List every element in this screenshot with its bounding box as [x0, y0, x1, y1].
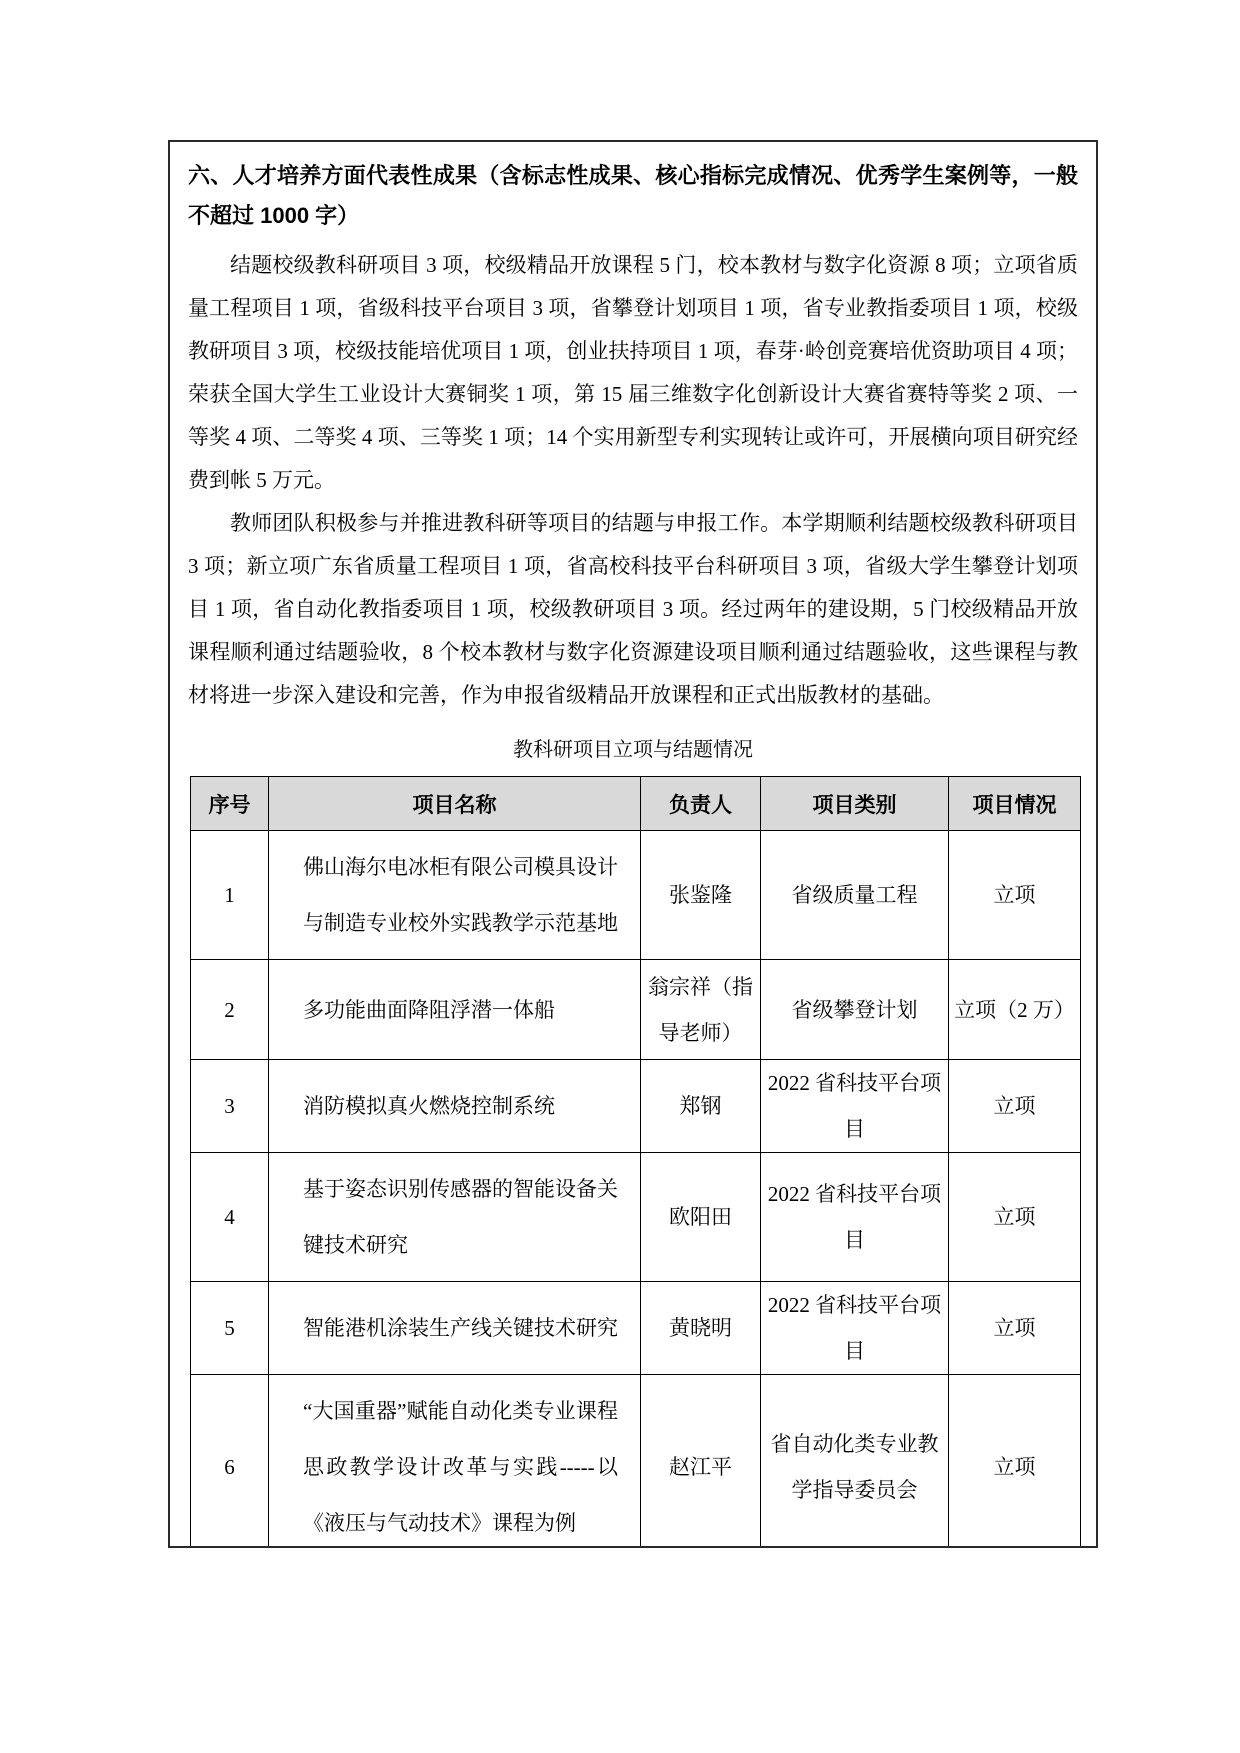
section-title: 六、人才培养方面代表性成果（含标志性成果、核心指标完成情况、优秀学生案例等，一般不超过 1000 字）	[188, 163, 1078, 228]
header-cell-leader: 负责人	[641, 777, 761, 831]
cell-name: 智能港机涂装生产线关键技术研究	[269, 1282, 641, 1375]
cell-no: 1	[191, 831, 269, 960]
table-caption: 教科研项目立项与结题情况	[513, 739, 753, 761]
cell-name: “大国重器”赋能自动化类专业课程思政教学设计改革与实践-----以《液压与气动技术》课程为例	[269, 1375, 641, 1549]
projects-table	[190, 776, 1081, 1548]
cell-name: 多功能曲面降阻浮潜一体船	[269, 960, 641, 1060]
table-row	[191, 1282, 1081, 1375]
cell-leader: 黄晓明	[641, 1282, 761, 1375]
header-cell-status: 项目情况	[949, 777, 1081, 831]
cell-status: 立项	[949, 1153, 1081, 1282]
cell-leader: 欧阳田	[641, 1153, 761, 1282]
cell-no: 5	[191, 1282, 269, 1375]
cell-status: 立项	[949, 1282, 1081, 1375]
table-header-row	[191, 777, 1081, 831]
cell-no: 4	[191, 1153, 269, 1282]
cell-leader: 赵江平	[641, 1375, 761, 1549]
cell-category: 省自动化类专业教学指导委员会	[761, 1375, 949, 1549]
table-row	[191, 1060, 1081, 1153]
cell-category: 省级攀登计划	[761, 960, 949, 1060]
table-row	[191, 1153, 1081, 1282]
cell-category: 2022 省科技平台项目	[761, 1060, 949, 1153]
table-row	[191, 831, 1081, 960]
cell-status: 立项	[949, 1060, 1081, 1153]
cell-name: 佛山海尔电冰柜有限公司模具设计与制造专业校外实践教学示范基地	[269, 831, 641, 960]
form-section-cell	[168, 140, 1098, 1548]
cell-status: 立项	[949, 831, 1081, 960]
cell-no: 6	[191, 1375, 269, 1549]
cell-name: 基于姿态识别传感器的智能设备关键技术研究	[269, 1153, 641, 1282]
header-cell-name: 项目名称	[269, 777, 641, 831]
cell-status: 立项（2 万）	[949, 960, 1081, 1060]
cell-leader: 翁宗祥（指导老师）	[641, 960, 761, 1060]
paragraph-team-progress: 教师团队积极参与并推进教科研等项目的结题与申报工作。本学期顺利结题校级教科研项目 3 项；新立项广东省质量工程项目 1 项，省高校科技平台科研项目 3 项，省级大学生攀登计划项目 1 项，省自动化教指委项目 1 项，校级教研项目 3 项。经过两年的建设期，5 门校级精品开放课程顺利通过结题验收，8 个校本教材与数字化资源建设项目顺利通过结题验收，这些课程与教材将进一步深入建设和完善，作为申报省级精品开放课程和正式出版教材的基础。	[188, 511, 1078, 707]
cell-category: 2022 省科技平台项目	[761, 1153, 949, 1282]
header-cell-no: 序号	[191, 777, 269, 831]
header-cell-category: 项目类别	[761, 777, 949, 831]
cell-name: 消防模拟真火燃烧控制系统	[269, 1060, 641, 1153]
cell-leader: 张鉴隆	[641, 831, 761, 960]
cell-category: 2022 省科技平台项目	[761, 1282, 949, 1375]
paragraph-achievements: 结题校级教科研项目 3 项，校级精品开放课程 5 门，校本教材与数字化资源 8 项；立项省质量工程项目 1 项，省级科技平台项目 3 项，省攀登计划项目 1 项，省专业教指委项目 1 项，校级教研项目 3 项，校级技能培优项目 1 项，创业扶持项目 1 项，春芽·岭创竞赛培优资助项目 4 项；荣获全国大学生工业设计大赛铜奖 1 项，第 15 届三维数字化创新设计大赛省赛特等奖 2 项、一等奖 4 项、二等奖 4 项、三等奖 1 项；14 个实用新型专利实现转让或许可，开展横向项目研究经费到帐 5 万元。	[188, 253, 1078, 492]
cell-no: 3	[191, 1060, 269, 1153]
cell-status: 立项	[949, 1375, 1081, 1549]
table-row	[191, 1375, 1081, 1549]
cell-category: 省级质量工程	[761, 831, 949, 960]
cell-leader: 郑钢	[641, 1060, 761, 1153]
table-row	[191, 960, 1081, 1060]
cell-no: 2	[191, 960, 269, 1060]
